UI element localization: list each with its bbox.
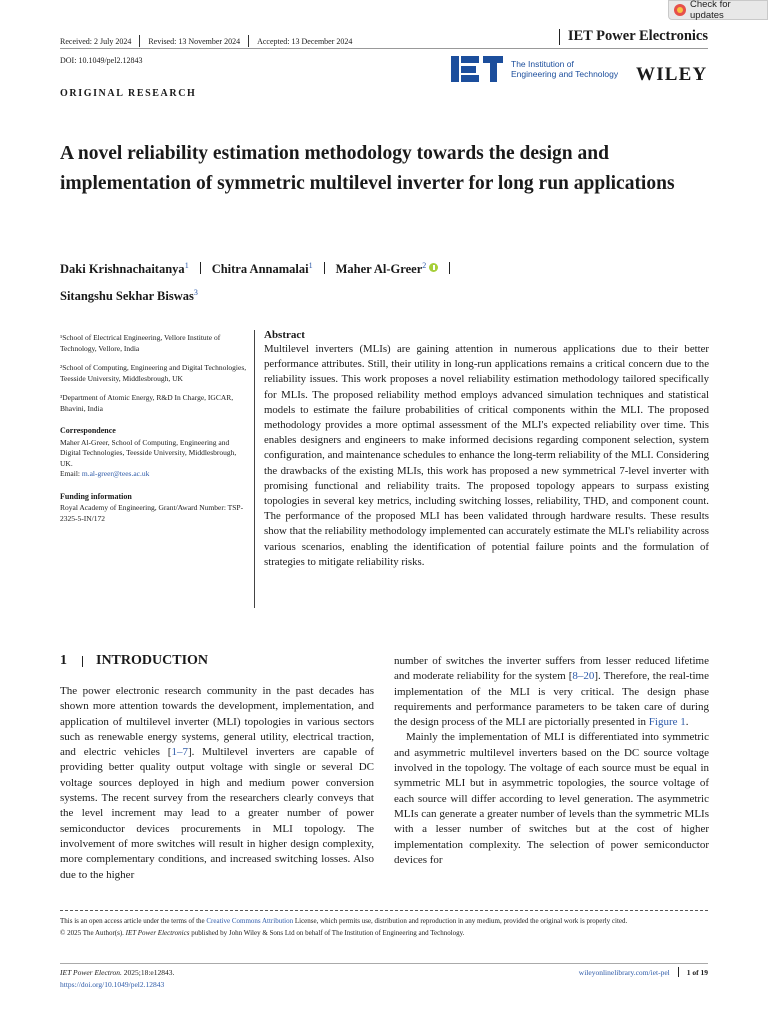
iet-logo-e bbox=[461, 56, 481, 82]
divider bbox=[324, 262, 325, 274]
figure-link[interactable]: Figure 1 bbox=[648, 716, 686, 729]
correspondence-heading: Correspondence bbox=[60, 426, 116, 435]
section-number: 1 bbox=[60, 653, 67, 668]
footnote-rule bbox=[60, 910, 708, 911]
affiliations-column bbox=[60, 333, 250, 524]
page-number: 1 of 19 bbox=[686, 967, 708, 977]
divider bbox=[139, 35, 140, 47]
intro-paragraph: number of switches the inverter suffers from lesser reduced lifetime and moderate reliability for the system [8–20]. Therefore, the real-time implementation of the MLI is very critical. The design phase requirements and performance parameters to be taken care of during the design process of the MLI are pictorially presented in Figure 1. bbox=[394, 655, 709, 729]
abstract-text: Multilevel inverters (MLIs) are gaining attention in numerous applications due to their better performance attributes. Still, their utility in long-run applications remains a critical concern due to the reliability issues. This work proposes a novel reliability estimation methodology tailored specifically for MLIs. The proposed reliability method employs advanced simulation techniques and statistical models to estimate the failure probabilities of critical components within the MLI. The proposed methodology provides a more optimal assessment of the MLI's expected reliability over time. This enables designers and engineers to make informed decisions regarding component selection, system configuration, and maintenance schedules to enhance the long-term reliability of the MLI. Considering the drawbacks of the existing MLIs, this work has proposed a new symmetrical 7-level inverter with promising functional and reliability traits. The proposed topology appears to surpass existing topologies in several key metrics, including switching losses, reliability, THD, and component count. The performance of the proposed MLI has been validated through hardware results. These results show that the reliability methodology implemented can accurately estimate the MLI's reliability across various scenarios, enabling the identification of potential failure points and the formulation of strategies to mitigate reliability risks. bbox=[264, 343, 709, 568]
citation-text: IET Power Electron. 2025;18:e12843. bbox=[60, 968, 175, 977]
funding-heading: Funding information bbox=[60, 491, 132, 501]
check-for-updates-label: Check for updates bbox=[690, 0, 731, 21]
intro-paragraph: The power electronic research community in the past decades has shown more attention towards the development, implementation, and application of multilevel inverter (MLI) topologies in various sectors such as renewable energy systems, general utility, electrical traction, and electric vehicles [1–7]. Multilevel inverters are capable of providing better quality output voltage with single or several DC voltage sources deployed in high and medium power conversion systems. The recent survey from the researchers clearly conveys that the level increment may lead to a greater number of power semiconductor devices procurements in MLI topology. The involvement of more switches will result in higher design complexity, more complementary conditions, and increased switching losses. Also due to the higher bbox=[60, 685, 374, 881]
wiley-logo: WILEY bbox=[636, 64, 708, 85]
divider bbox=[449, 262, 450, 274]
funding-text: Royal Academy of Engineering, Grant/Award Number: TSP-2325-5-IN/172 bbox=[60, 503, 244, 523]
author-list bbox=[60, 254, 660, 308]
article-type: ORIGINAL RESEARCH bbox=[60, 88, 197, 99]
section-heading bbox=[60, 653, 208, 669]
orcid-icon[interactable] bbox=[429, 263, 438, 272]
affiliation: ³Department of Atomic Energy, R&D In Charge, IGCAR, Bhavini, India bbox=[60, 393, 234, 413]
article-title: A novel reliability estimation methodology towards the design and implementation of symmetric multilevel inverter for long run applications bbox=[60, 143, 675, 194]
email-link[interactable]: m.al-greer@tees.ac.uk bbox=[81, 469, 150, 478]
abstract bbox=[264, 329, 709, 570]
journal-header bbox=[559, 28, 708, 45]
divider bbox=[248, 35, 249, 47]
divider bbox=[200, 262, 201, 274]
check-for-updates-button[interactable] bbox=[668, 0, 768, 20]
iet-logo-i bbox=[451, 56, 459, 82]
license-link[interactable]: Creative Commons Attribution bbox=[206, 917, 294, 925]
citation-footer bbox=[60, 967, 174, 991]
page-footer bbox=[579, 967, 708, 977]
section-title: INTRODUCTION bbox=[96, 653, 209, 668]
journal-site-link[interactable]: wileyonlinelibrary.com/iet-pel bbox=[578, 967, 670, 977]
abstract-rule bbox=[254, 330, 255, 608]
received-date: Received: 2 July 2024 bbox=[60, 36, 132, 46]
footer-rule bbox=[60, 963, 708, 964]
iet-logo bbox=[451, 56, 618, 82]
author-name[interactable]: Daki Krishnachaitanya$^1$ bbox=[60, 261, 189, 277]
doi-link[interactable]: https://doi.org/10.1049/pel2.12843 bbox=[60, 980, 165, 989]
journal-name: IET Power Electronics bbox=[567, 28, 708, 44]
affiliation: ¹School of Electrical Engineering, Vellore Institute of Technology, Vellore, India bbox=[60, 333, 221, 353]
divider bbox=[559, 29, 560, 45]
iet-logo-t bbox=[483, 56, 503, 82]
author-name[interactable]: Chitra Annamalai$^1$ bbox=[211, 261, 313, 277]
accepted-date: Accepted: 13 December 2024 bbox=[257, 36, 353, 46]
license-text: This is an open access article under the terms of the Creative Commons Attribution License, which permits use, distribution and reproduction in any medium, provided the original work is properly cited. bbox=[60, 917, 628, 925]
correspondence-email: Email: m.al-greer@tees.ac.uk bbox=[60, 469, 150, 478]
correspondence-text: Maher Al-Greer, School of Computing, Engineering and Digital Technologies, Teesside University, Middlesbrough, UK. bbox=[60, 437, 237, 468]
affiliation: ²School of Computing, Engineering and Digital Technologies, Teesside University, Middlesbrough, UK bbox=[60, 363, 247, 383]
copyright-text: © 2025 The Author(s). IET Power Electronics published by John Wiley & Sons Ltd on behalf of The Institution of Engineering and Technology. bbox=[60, 929, 465, 937]
license-footnote bbox=[60, 915, 710, 939]
author-name[interactable]: Sitangshu Sekhar Biswas$^3$ bbox=[60, 288, 198, 304]
divider bbox=[678, 967, 679, 977]
citation-link[interactable]: 8–20 bbox=[572, 670, 595, 683]
author-name[interactable]: Maher Al-Greer$^2$ bbox=[336, 262, 439, 276]
iet-logo-text: The Institution of Engineering and Technology bbox=[511, 58, 619, 79]
intro-paragraph: Mainly the implementation of MLI is differentiated into symmetric and asymmetric multilevel inverters based on the DC source voltage involved in the topology. The voltage of each source must be equal in symmetric MLI but in asymmetric topologies, the source voltage of each source will differ according to level generation. The asymmetric MLIs can generate a greater number of levels than the symmetric MLIs with a lesser number of switches but at the cost of higher implementation complexity. The selection of power semiconductor devices for bbox=[394, 731, 709, 866]
citation-link[interactable]: 1–7 bbox=[171, 746, 188, 759]
abstract-heading: Abstract bbox=[264, 329, 305, 341]
publication-dates bbox=[60, 35, 352, 47]
divider bbox=[82, 656, 83, 667]
crossmark-icon bbox=[674, 4, 686, 16]
header-rule bbox=[60, 48, 708, 49]
revised-date: Revised: 13 November 2024 bbox=[148, 36, 241, 46]
intro-right-column bbox=[394, 654, 709, 868]
doi: DOI: 10.1049/pel2.12843 bbox=[60, 56, 143, 65]
